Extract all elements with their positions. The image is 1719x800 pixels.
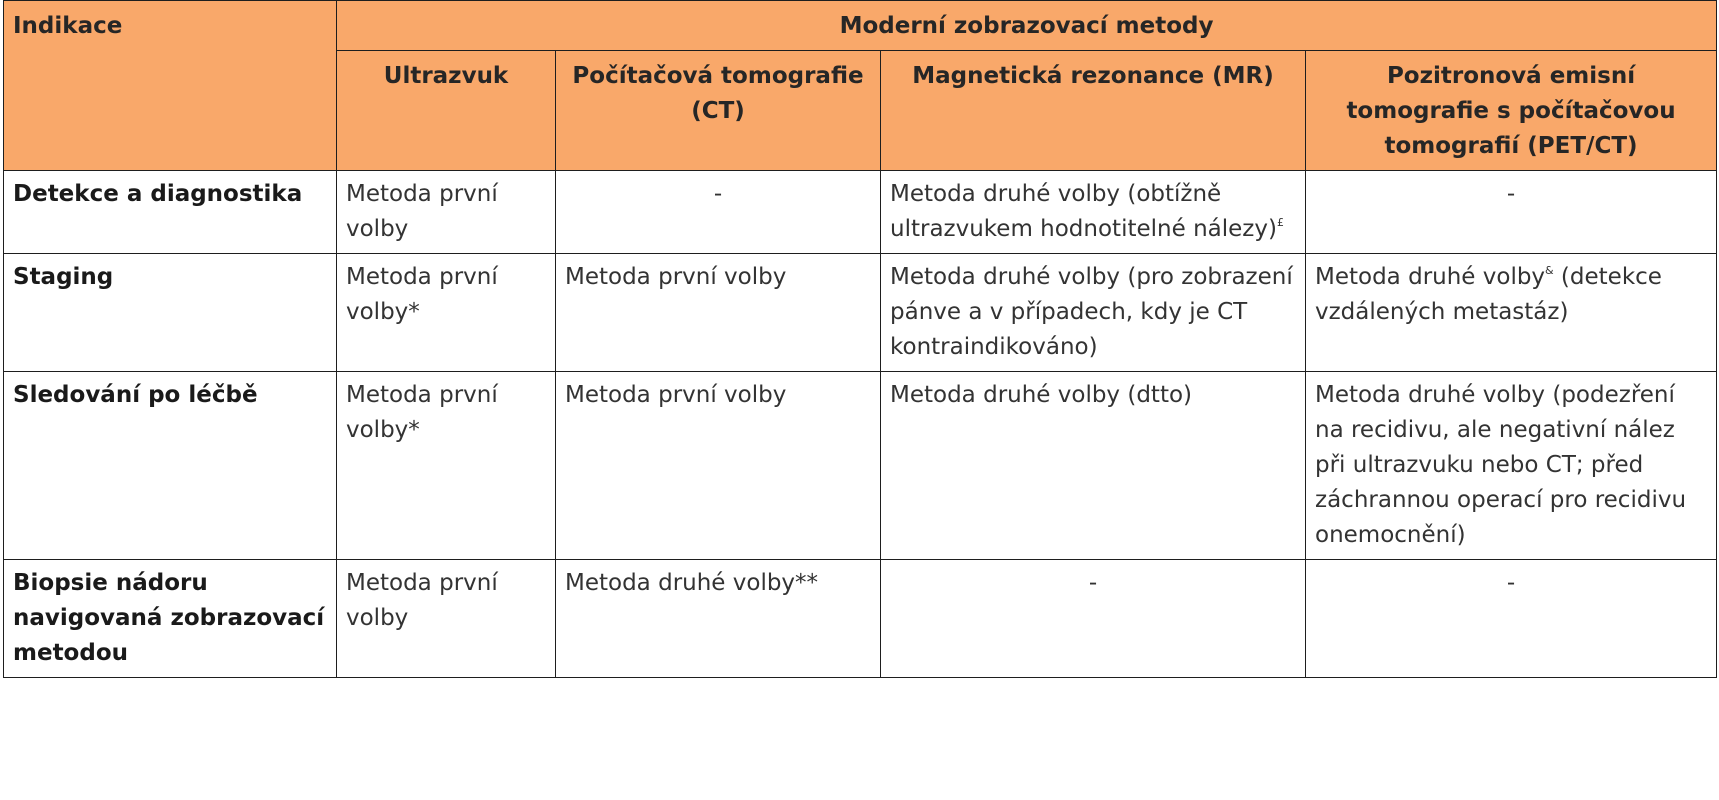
table-row [4,171,1717,254]
header-ct: Počítačová tomografie (CT) [556,51,881,171]
cell-mr-text: Metoda druhé volby (obtížně ultrazvukem hodnotitelné nálezy) [890,181,1277,242]
table-row [4,254,1717,372]
row-indication: Sledování po léčbě [4,372,337,560]
row-indication: Staging [4,254,337,372]
cell-pet-text-a: Metoda druhé volby [1315,264,1546,290]
table-header [4,1,1717,171]
table-row [4,372,1717,560]
row-indication: Detekce a diagnostika [4,171,337,254]
cell-ultrazvuk: Metoda první volby [337,560,556,678]
cell-mr: - [881,560,1306,678]
cell-ultrazvuk: Metoda první volby [337,171,556,254]
header-pet-ct: Pozitronová emisní tomografie s počítačovou tomografií (PET/CT) [1306,51,1717,171]
cell-ultrazvuk: Metoda první volby* [337,372,556,560]
table-body [4,171,1717,678]
header-indikace: Indikace [4,1,337,171]
header-ultrazvuk: Ultrazvuk [337,51,556,171]
cell-pet-ct: - [1306,171,1717,254]
cell-mr [881,171,1306,254]
header-group-title: Moderní zobrazovací metody [337,1,1717,51]
footnote-marker: & [1545,264,1554,277]
row-indication: Biopsie nádoru navigovaná zobrazovací metodou [4,560,337,678]
cell-pet-ct: Metoda druhé volby (podezření na recidivu, ale negativní nález při ultrazvuku nebo CT; před záchrannou operací pro recidivu onemocnění) [1306,372,1717,560]
cell-ct: Metoda první volby [556,254,881,372]
cell-pet-ct [1306,254,1717,372]
cell-ct: - [556,171,881,254]
cell-ultrazvuk: Metoda první volby* [337,254,556,372]
footnote-marker: £ [1276,216,1284,229]
cell-ct: Metoda druhé volby** [556,560,881,678]
imaging-methods-table [3,0,1717,678]
cell-pet-text-b: (detekce vzdálených metastáz) [1315,264,1662,325]
header-mr: Magnetická rezonance (MR) [881,51,1306,171]
table-row [4,560,1717,678]
cell-mr: Metoda druhé volby (pro zobrazení pánve a v případech, kdy je CT kontraindikováno) [881,254,1306,372]
header-row-1 [4,1,1717,51]
cell-ct: Metoda první volby [556,372,881,560]
cell-pet-ct: - [1306,560,1717,678]
cell-mr: Metoda druhé volby (dtto) [881,372,1306,560]
